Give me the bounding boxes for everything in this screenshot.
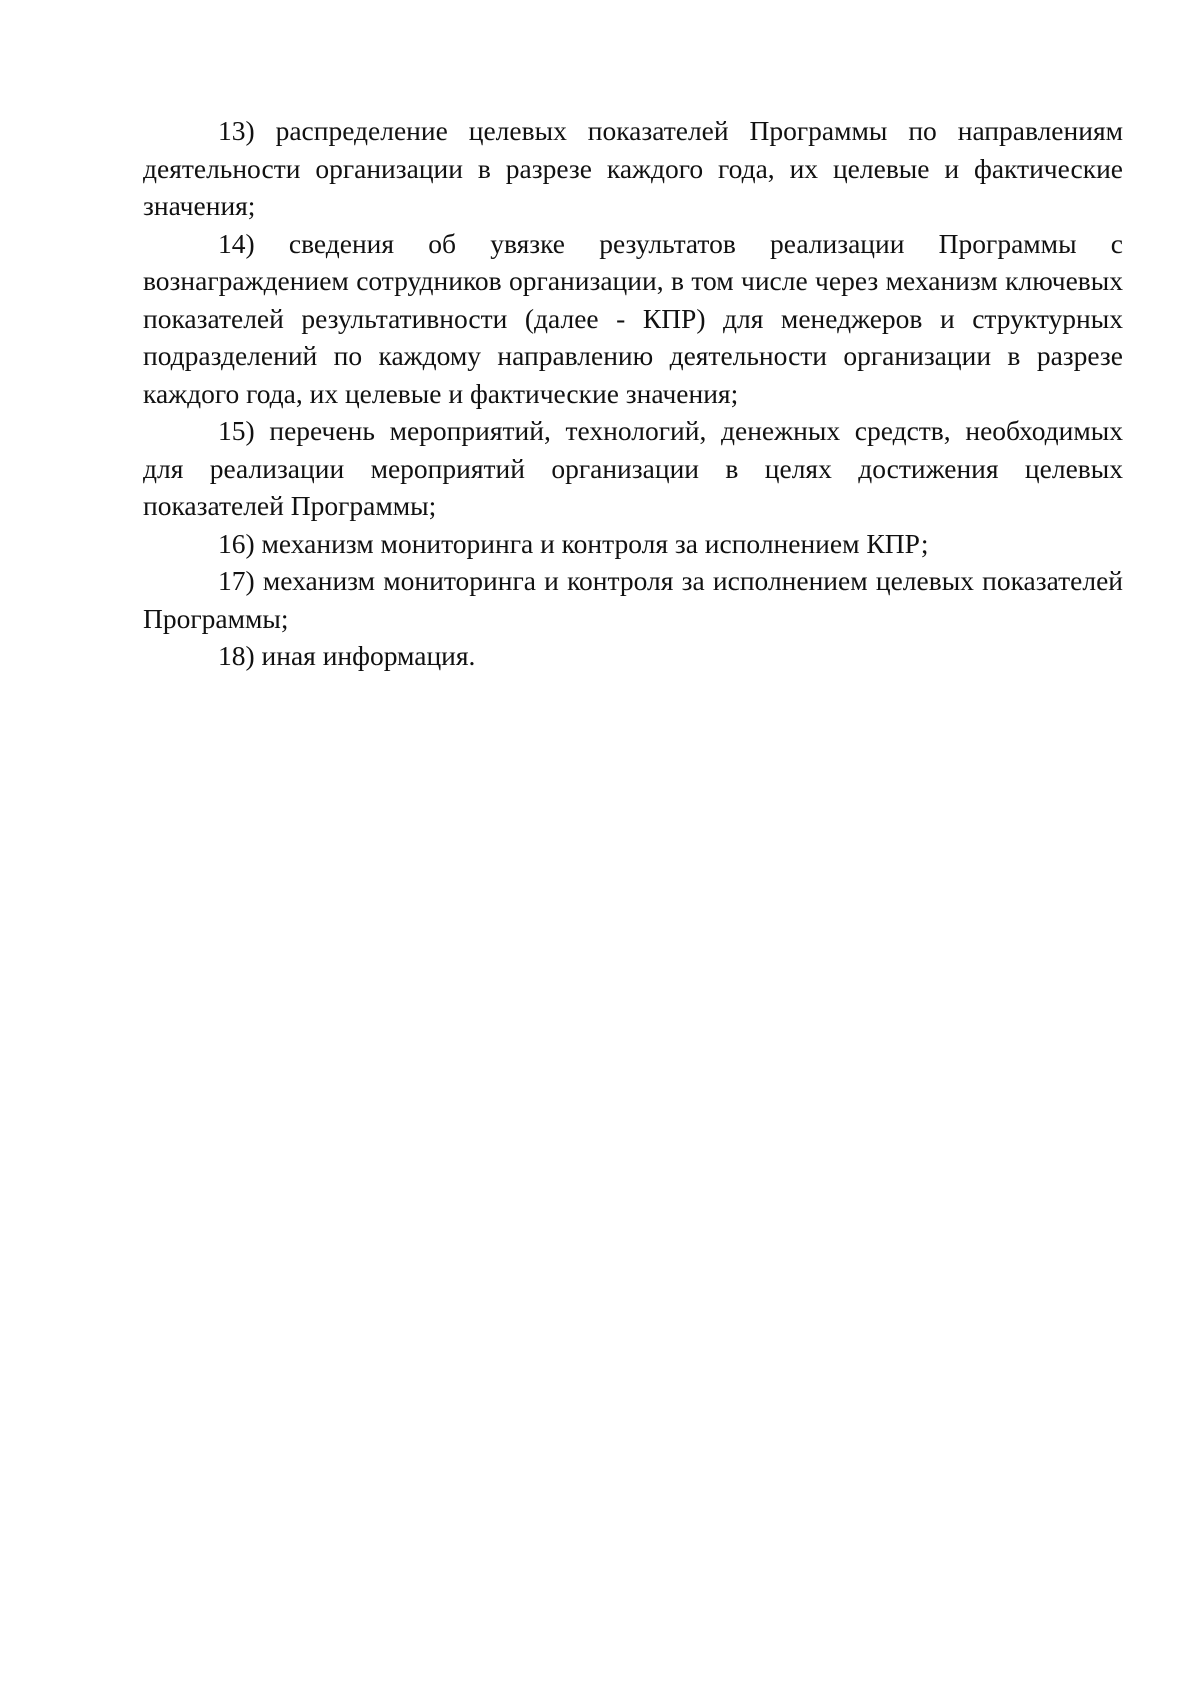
list-item-17: 17) механизм мониторинга и контроля за исполнением целевых показателей Программы;	[143, 565, 1123, 634]
list-item-15: 15) перечень мероприятий, технологий, денежных средств, необходимых для реализации мероприятий организации в целях достижения целевых показателей Программы;	[143, 415, 1123, 521]
list-item-13: 13) распределение целевых показателей Программы по направлениям деятельности организации в разрезе каждого года, их целевые и фактические значения;	[143, 115, 1123, 221]
list-item-16: 16) механизм мониторинга и контроля за исполнением КПР;	[218, 527, 929, 559]
list-item-14: 14) сведения об увязке результатов реализации Программы с вознаграждением сотрудников организации, в том числе через механизм ключевых показателей результативности (далее - КПР) для менеджеров и структурных подразделений по каждому направлению деятельности организации в разрезе каждого года, их целевые и фактические значения;	[143, 227, 1123, 409]
document-body	[143, 112, 1123, 675]
list-item-18: 18) иная информация.	[218, 640, 476, 671]
